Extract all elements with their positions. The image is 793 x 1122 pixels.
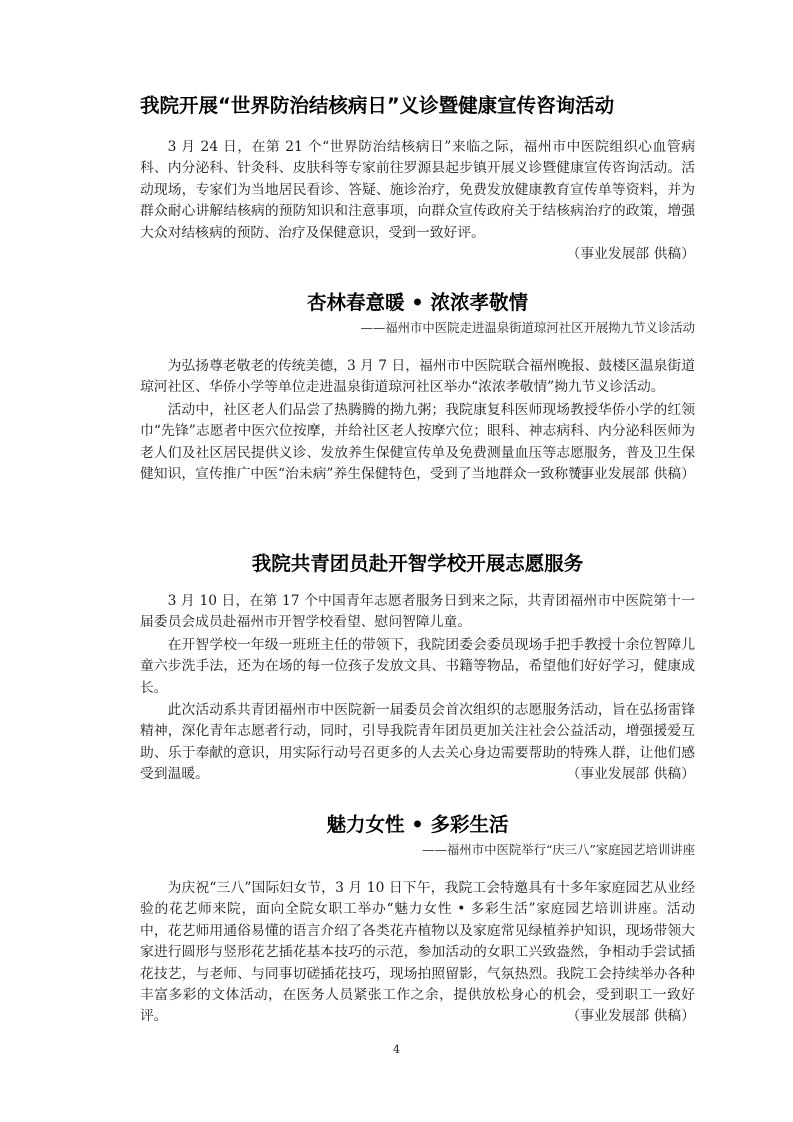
- article-title: 我院共青团员赴开智学校开展志愿服务: [251, 552, 584, 575]
- article-paragraph: 3 月 24 日，在第 21 个“世界防治结核病日”来临之际，福州市中医院组织心血管病科、内分泌科、针灸科、皮肤科等专家前往罗源县起步镇开展义诊暨健康宣传咨询活动。活动现场，专家们为当地居民看诊、答疑、施诊治疗，免费发放健康教育宣传单等资料，并为群众耐心讲解结核病的预防知识和注意事项，向群众宣传政府关于结核病治疗的政策，增强大众对结核病的预防、治疗及保健意识，受到一致好评。: [140, 139, 695, 241]
- article-apricot-spring: [140, 290, 695, 485]
- article-paragraph: 为弘扬尊老敬老的传统美德，3 月 7 日，福州市中医院联合福州晚报、鼓楼区温泉街道琼河社区、华侨小学等单位走进温泉街道琼河社区举办“浓浓孝敬情”拗九节义诊活动。: [140, 358, 695, 396]
- article-credit: （事业发展部 供稿）: [566, 1008, 695, 1025]
- article-credit: （事业发展部 供稿）: [566, 466, 695, 483]
- article-subtitle: ——福州市中医院举行“庆三八”家庭园艺培训讲座: [422, 842, 695, 857]
- article-credit: （事业发展部 供稿）: [566, 246, 695, 263]
- article-paragraph: 为庆祝“三八”国际妇女节，3 月 10 日下午，我院工会特邀具有十多年家庭园艺从业经验的花艺师来院，面向全院女职工举办“魅力女性 • 多彩生活”家庭园艺培训讲座。活动中，花艺师用通俗易懂的语言介绍了各类花卉植物以及家庭常见绿植养护知识，现场带领大家进行圆形与竖形花艺插花基本技巧的示范，参加活动的女职工兴致盎然，争相动手尝试插花技艺，与老师、与同事切磋插花技巧，现场拍照留影，气氛热烈。我院工会持续举办各种丰富多彩的文体活动，在医务人员紧张工作之余，提供放松身心的机会，受到职工一致好评。: [140, 880, 695, 1025]
- article-paragraph: 活动中，社区老人们品尝了热腾腾的拗九粥；我院康复科医师现场教授华侨小学的红领巾“先锋”志愿者中医穴位按摩，并给社区老人按摩穴位；眼科、神志病科、内分泌科医师为老人们及社区居民提供义诊、发放养生保健宣传单及免费测量血压等志愿服务，普及卫生保健知识，宣传推广中医“治未病”养生保健特色，受到了当地群众一致称赞。: [140, 401, 695, 483]
- article-charming-women: [140, 812, 695, 1028]
- article-title: 魅力女性 • 多彩生活: [326, 813, 509, 836]
- page-number: 4: [393, 1043, 400, 1056]
- article-paragraph: 在开智学校一年级一班班主任的带领下，我院团委会委员现场手把手教授十余位智障儿童六步洗手法，还为在场的每一位孩子发放文具、书籍等物品，希望他们好好学习，健康成长。: [140, 636, 695, 696]
- article-paragraph: 3 月 10 日，在第 17 个中国青年志愿者服务日到来之际，共青团福州市中医院第十一届委员会成员赴福州市开智学校看望、慰问智障儿童。: [140, 593, 695, 631]
- article-credit: （事业发展部 供稿）: [566, 766, 695, 783]
- article-youth-volunteers: [140, 551, 695, 786]
- article-subtitle: ——福州市中医院走进温泉街道琼河社区开展拗九节义诊活动: [360, 320, 695, 335]
- article-paragraph: 此次活动系共青团福州市中医院新一届委员会首次组织的志愿服务活动，旨在弘扬雷锋精神，深化青年志愿者行动，同时，引导我院青年团员更加关注社会公益活动，增强援爱互助、乐于奉献的意识，用实际行动号召更多的人去关心身边需要帮助的特殊人群，让他们感受到温暖。: [140, 702, 695, 783]
- article-title: 杏林春意暖 • 浓浓孝敬情: [306, 291, 529, 314]
- article-tb-day: [140, 93, 695, 265]
- article-title: 我院开展“世界防治结核病日”义诊暨健康宣传咨询活动: [140, 94, 615, 117]
